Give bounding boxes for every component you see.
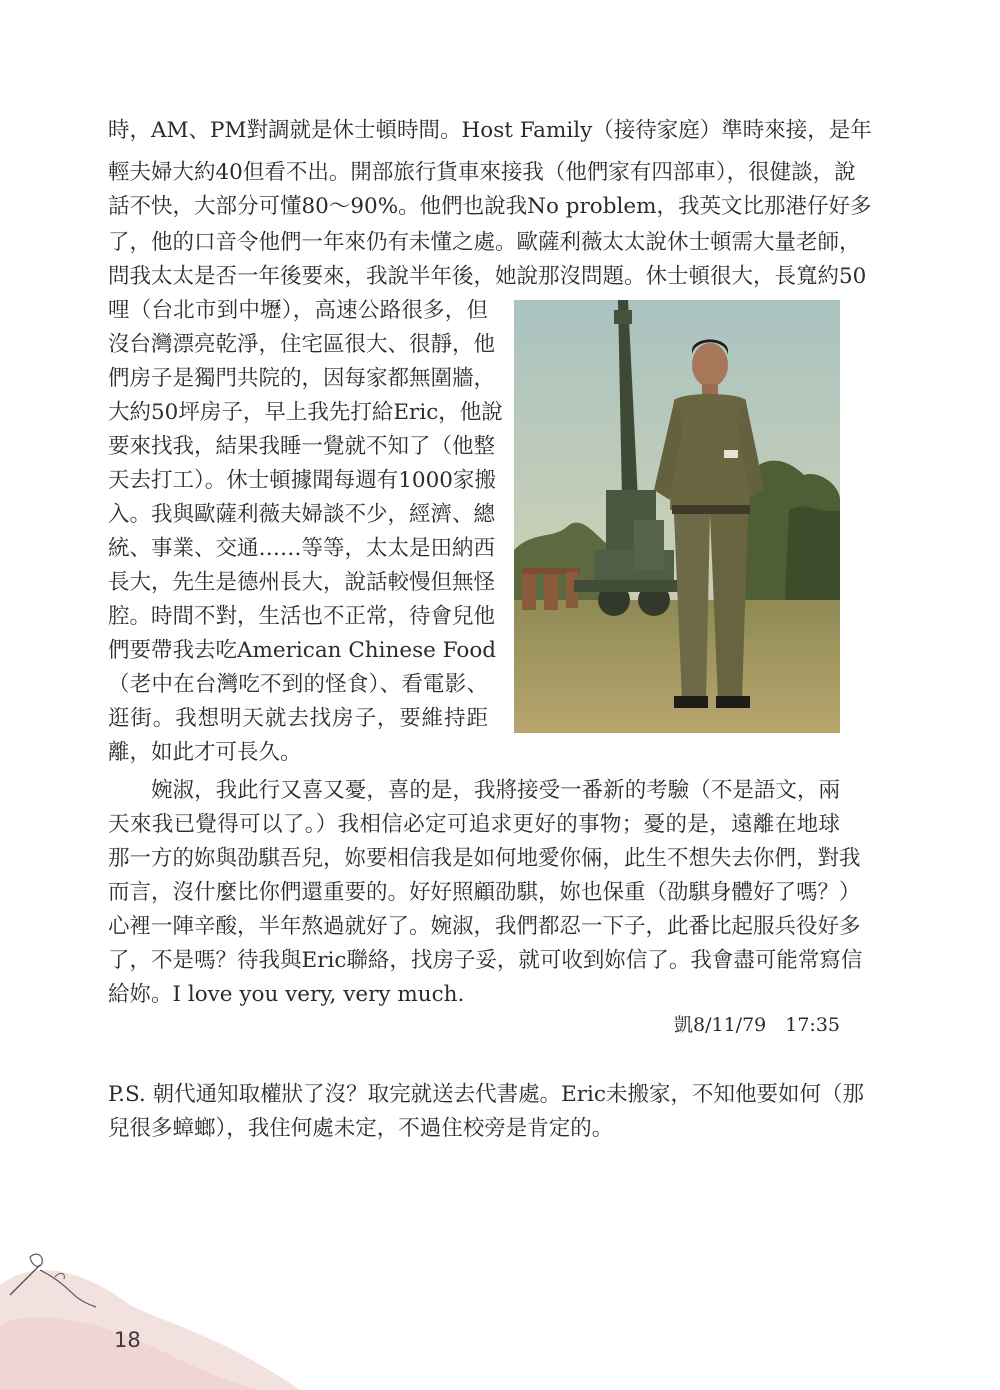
body-line: 了，他的口音令他們一年來仍有未懂之處。歐薩利薇太太說休士頓需大量老師，: [108, 230, 861, 255]
body-line: 了，不是嗎？待我與Eric聯絡，找房子妥，就可收到妳信了。我會盡可能常寫信: [108, 948, 863, 973]
body-line: 腔。時間不對，生活也不正常，待會兒他: [108, 604, 496, 629]
body-line: 大約50坪房子，早上我先打給Eric，他說: [108, 400, 503, 425]
body-line: 長大，先生是德州長大，說話較慢但無怪: [108, 570, 496, 595]
letter-signature: 凱8/11/79 17:35: [674, 1014, 840, 1036]
body-line: 輕夫婦大約40但看不出。開部旅行貨車來接我（他們家有四部車），很健談，說: [108, 160, 856, 185]
body-line: 沒台灣漂亮乾淨，住宅區很大、很靜，他: [108, 332, 496, 357]
soldier-with-artillery-photo: [514, 300, 840, 733]
body-line: 天去打工）。休士頓據聞每週有1000家搬: [108, 468, 496, 493]
ps-line: P.S. 朝代通知取權狀了沒？取完就送去代書處。Eric未搬家，不知他要如何（那: [108, 1082, 864, 1107]
body-line: 問我太太是否一年後要來，我說半年後，她說那沒問題。休士頓很大，長寬約50: [108, 264, 867, 289]
body-line: 心裡一陣辛酸，半年熬過就好了。婉淑，我們都忍一下子，此番比起服兵役好多: [108, 914, 861, 939]
body-line: 們要帶我去吃American Chinese Food: [108, 638, 497, 663]
body-line: 統、事業、交通……等等，太太是田納西: [108, 536, 496, 561]
body-line: 那一方的妳與劭騏吾兒，妳要相信我是如何地愛你倆，此生不想失去你們，對我: [108, 846, 861, 871]
body-line: 逛街。我想明天就去找房子，要維持距: [108, 706, 488, 731]
body-line: 哩（台北市到中壢），高速公路很多，但: [108, 298, 488, 323]
body-line: 而言，沒什麼比你們還重要的。好好照顧劭騏，妳也保重（劭騏身體好了嗎？）: [108, 880, 861, 905]
ps-line: 兒很多蟑螂），我住何處未定，不過住校旁是肯定的。: [108, 1116, 614, 1141]
body-line: 離，如此才可長久。: [108, 740, 302, 765]
page-number: 18: [114, 1328, 141, 1352]
body-line: （老中在台灣吃不到的怪食）、看電影、: [108, 672, 488, 697]
body-line: 入。我與歐薩利薇夫婦談不少，經濟、總: [108, 502, 496, 527]
body-line: 要來找我，結果我睡一覺就不知了（他整: [108, 434, 496, 459]
body-line: 時，AM、PM對調就是休士頓時間。Host Family（接待家庭）準時來接，是年: [108, 118, 872, 143]
body-line: 婉淑，我此行又喜又憂，喜的是，我將接受一番新的考驗（不是語文，兩: [151, 778, 840, 803]
body-line: 話不快，大部分可懂80～90%。他們也說我No problem，我英文比那港仔好多: [108, 194, 872, 219]
body-line: 給妳。I love you very, very much.: [108, 982, 465, 1007]
floral-corner-decoration: [0, 1215, 300, 1390]
body-line: 天來我已覺得可以了。）我相信必定可追求更好的事物；憂的是，遠離在地球: [108, 812, 840, 837]
body-line: 們房子是獨門共院的，因每家都無圍牆，: [108, 366, 496, 391]
